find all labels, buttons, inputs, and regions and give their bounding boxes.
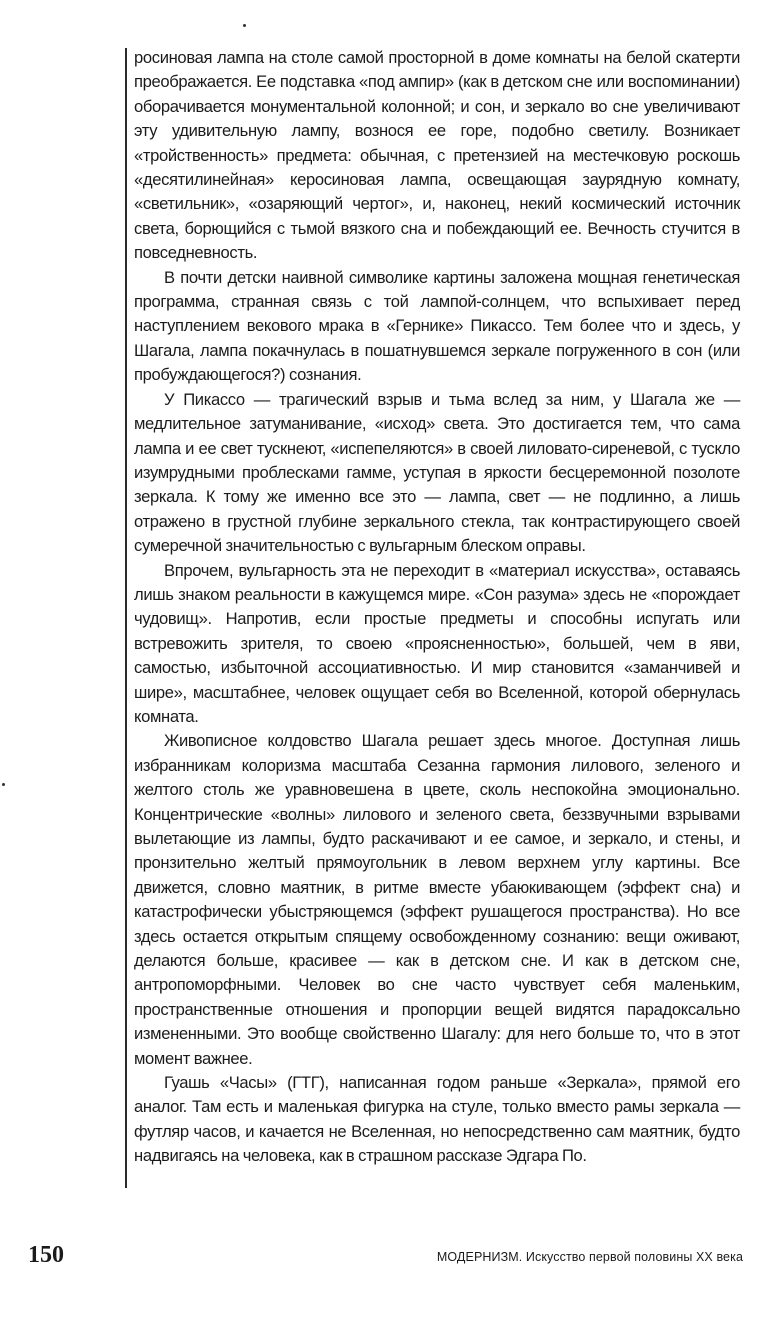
paragraph: В почти детски наивной символике картины заложена мощная генетическая программа, странная связь с той лампой-солнцем, что вспыхивает перед наступлением векового мрака в «Гернике» Пикассо. Тем более что и здесь, у Шагала, лампа покачнулась в пошатнувшемся зеркале погруженного в сон (или пробуждающегося?) сознания.	[134, 267, 740, 385]
paragraph: У Пикассо — трагический взрыв и тьма вслед за ним, у Шагала же — медлительное затуманивание, «исход» света. Это достигается тем, что сама лампа и ее свет тускнеют, «испепеляются» в своей лиловато-сиреневой, с тускло изумрудными проблесками гамме, уступая в яркости бесцеремонной позолоте зеркала. К тому же именно все это — лампа, свет — не подлинно, а лишь отражено в грустной глубине зеркального стекла, так контрастирующего своей сумеречной значительностью с вульгарным блеском оправы.	[134, 389, 740, 556]
page-number: 150	[28, 1242, 64, 1268]
paragraph: Живописное колдовство Шагала решает здесь многое. Доступная лишь избранникам колоризма масштаба Сезанна гармония лилового, зеленого и желтого столь же уравновешена в цвете, сколь неспокойна эмоционально. Концентрические «волны» лилового и зеленого света, беззвучными взрывами вылетающие из лампы, будто раскачивают и ее самое, и зеркало, и стены, и пронзительно желтый прямоугольник в левом верхнем углу картины. Все движется, словно маятник, в ритме вместе убаюкивающем (эффект сна) и катастрофически убыстряющемся (эффект рушащегося пространства). Но все здесь остается открытым спящему освобожденному сознанию: вещи оживают, делаются больше, красивее — как в детском сне. И как в детском сне, антропоморфными. Человек во сне часто чувствует себя маленьким, пространственные отношения и пропорции вещей видятся парадоксально измененными. Это вообще свойственно Шагалу: для него больше то, что в этот момент важнее.	[134, 731, 740, 1068]
body-text	[134, 46, 740, 1169]
print-speck	[243, 24, 246, 27]
print-speck	[2, 783, 5, 786]
margin-rule	[125, 48, 127, 1188]
paragraph: Гуашь «Часы» (ГТГ), написанная годом раньше «Зеркала», прямой его аналог. Там есть и маленькая фигурка на стуле, только вместо рамы зеркала — футляр часов, и качается не Вселенная, но непосредственно сам маятник, будто надвигаясь на человека, как в страшном рассказе Эдгара По.	[134, 1073, 740, 1166]
paragraph: Впрочем, вульгарность эта не переходит в «материал искусства», оставаясь лишь знаком реальности в кажущемся мире. «Сон разума» здесь не «порождает чудовищ». Напротив, если простые предметы и способны испугать или встревожить зрителя, то своею «проясненностью», большей, чем в яви, самостью, избыточной ассоциативностью. И мир становится «заманчивей и шире», масштабнее, человек ощущает себя во Вселенной, которой обернулась комната.	[134, 560, 740, 726]
paragraph-continued: росиновая лампа на столе самой просторной в доме комнаты на белой скатерти преображается. Ее подставка «под ампир» (как в детском сне или воспоминании) оборачивается монументальной колонной; и сон, и зеркало во сне увеличивают эту удивительную лампу, вознося ее горе, подобно светилу. Возникает «тройственность» предмета: обычная, с претензией на местечковую роскошь «десятилинейная» керосиновая лампа, освещающая заурядную комнату, «светильник», «озаряющий чертог», и, наконец, некий космический источник света, борющийся с тьмой вязкого сна и побеждающий ее. Вечность стучится в повседневность.	[134, 48, 740, 263]
running-title: МОДЕРНИЗМ. Искусство первой половины XX века	[436, 1250, 743, 1264]
